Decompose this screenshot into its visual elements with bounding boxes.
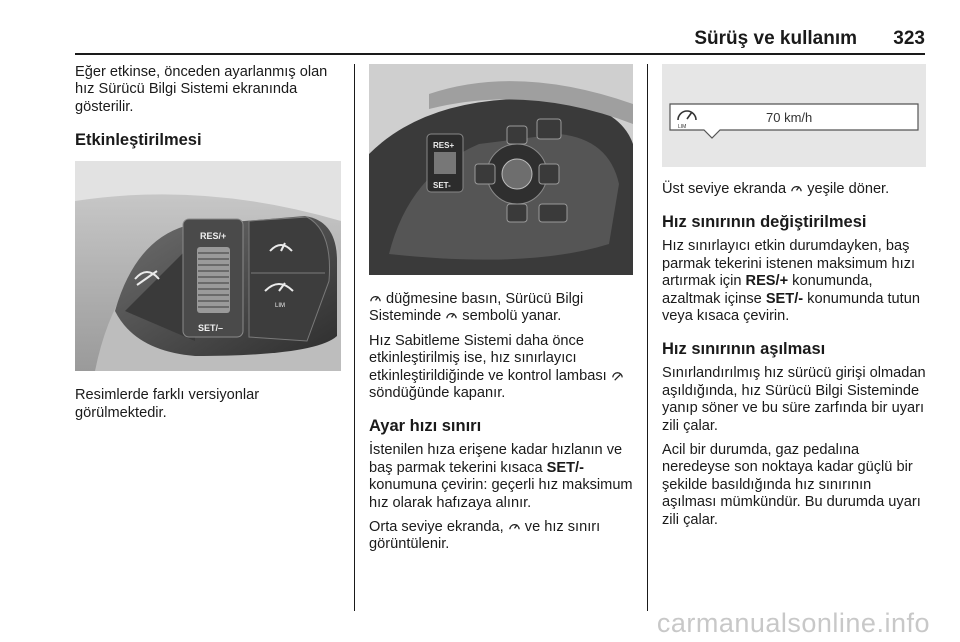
figure-caption: Resimlerde farklı versiyonlar görülmektedir. <box>75 387 260 421</box>
set-label: SET/– <box>198 323 224 334</box>
paragraph-upper-display: Üst seviye ekranda yeşile döner. <box>662 181 890 197</box>
speed-limiter-icon <box>508 520 521 533</box>
speed-limiter-icon <box>369 292 382 305</box>
paragraph-mid-level-display: Orta seviye ekranda, ve hız sınırı görüntülenir. <box>369 519 601 553</box>
steering-switch-photo <box>75 161 341 371</box>
watermark: carmanualsonline.info <box>656 608 930 638</box>
column-1 <box>75 64 341 429</box>
paragraph-press-button: düğmesine basın, Sürücü Bilgi Sisteminde sembolü yanar. <box>369 291 584 325</box>
display-figure <box>662 64 926 167</box>
res-label: RES+ <box>433 141 455 150</box>
paragraph-change-limit: Hız sınırlayıcı etkin durumdayken, baş parmak tekerini istenen maksimum hızı artırmak için RES/+ konumunda, azaltmak içinse SET/- konumunda tutun veya kısaca çevirin. <box>662 238 920 325</box>
steering-switch-illustration <box>75 161 341 371</box>
column-2 <box>369 64 633 561</box>
column-divider <box>354 64 355 611</box>
set-label: SET- <box>433 181 451 190</box>
section-heading: Etkinleştirilmesi <box>75 131 202 150</box>
page-number: 323 <box>893 28 925 49</box>
column-3 <box>662 64 928 536</box>
section-heading: Hız sınırının aşılması <box>662 340 826 359</box>
intro-paragraph: Eğer etkinse, önceden ayarlanmış olan hız Sürücü Bilgi Sistemi ekranında gösterilir. <box>75 64 328 115</box>
steering-wheel-illustration <box>369 64 633 275</box>
column-divider <box>647 64 648 611</box>
lim-label: LIM <box>678 124 687 130</box>
lim-label: LIM <box>275 303 286 310</box>
paragraph-set-limit: İstenilen hıza erişene kadar hızlanın ve baş parmak tekerini kısaca SET/- konumuna çevirin: geçerli hız maksimum hız olarak hafızaya alınır. <box>369 442 633 511</box>
res-label: RES/+ <box>200 231 227 242</box>
section-heading: Ayar hızı sınırı <box>369 417 482 436</box>
speed-limiter-icon <box>790 182 803 195</box>
speed-value: 70 km/h <box>766 110 813 125</box>
steering-wheel-photo <box>369 64 633 275</box>
driver-info-display <box>662 64 926 167</box>
page-header <box>75 28 925 52</box>
cruise-control-icon <box>611 369 624 382</box>
paragraph-emergency: Acil bir durumda, gaz pedalına neredeyse son noktaya kadar güçlü bir şekilde basıldığında hız sınırının aşılması mümkündür. Bu durumda uyarı zili çalar. <box>662 442 921 528</box>
header-title: Sürüş ve kullanım <box>694 28 857 49</box>
header-rule <box>75 53 925 55</box>
paragraph-cruise-control: Hız Sabitleme Sistemi daha önce etkinleştirilmiş ise, hız sınırlayıcı etkinleştirildiğinde ve kontrol lambası söndüğünde kapanır. <box>369 333 633 403</box>
section-heading: Hız sınırının değiştirilmesi <box>662 213 867 232</box>
paragraph-exceeded: Sınırlandırılmış hız sürücü girişi olmadan aşıldığında, hız Sürücü Bilgi Sisteminde yanıp söner ve bu süre zarfında bir uyarı zili çalar. <box>662 365 926 434</box>
speed-limiter-icon <box>445 309 458 322</box>
